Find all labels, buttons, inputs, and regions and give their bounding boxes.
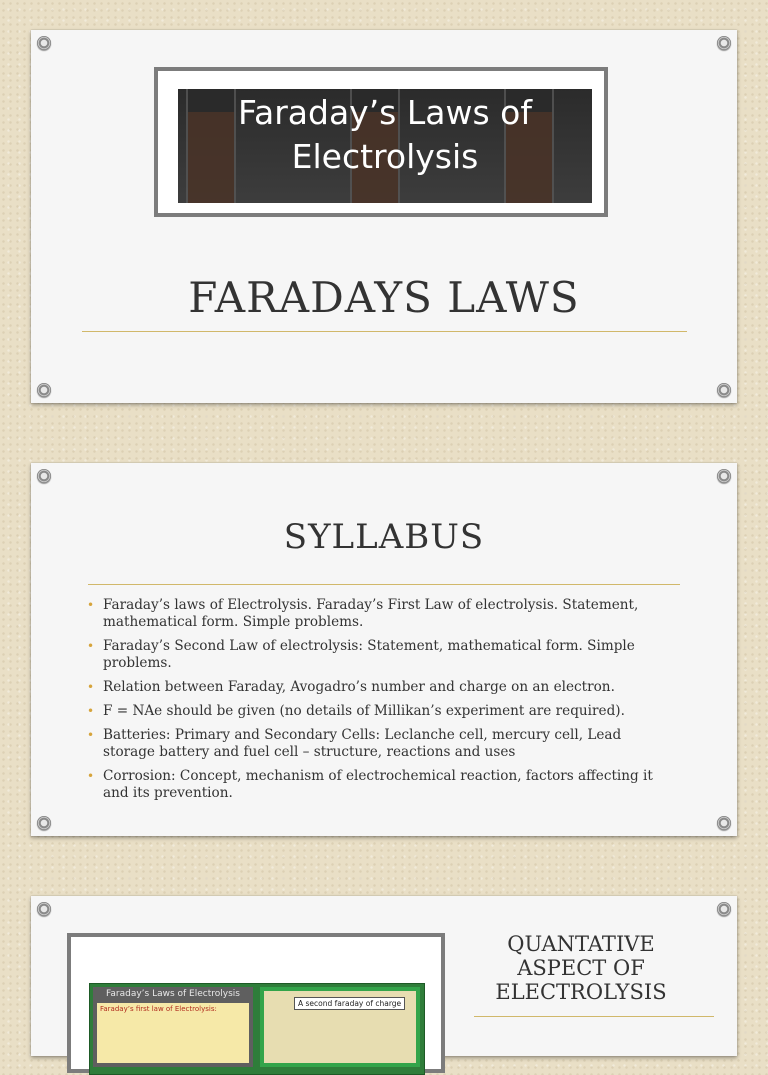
bullet-icon: • (87, 639, 95, 653)
pushpin-icon (37, 36, 51, 50)
bullet-icon: • (87, 728, 95, 742)
pushpin-icon (37, 383, 51, 397)
bullet-icon: • (87, 680, 95, 694)
list-item-text: Faraday’s laws of Electrolysis. Faraday’s First Law of electrolysis. Statement, mathematical form. Simple problems. (103, 597, 639, 630)
pushpin-icon (37, 469, 51, 483)
list-item-text: Corrosion: Concept, mechanism of electrochemical reaction, factors affecting it and its prevention. (103, 768, 653, 801)
diagram-left-body: Faraday’s first law of Electrolysis: (97, 1003, 249, 1063)
list-item (87, 727, 677, 761)
syllabus-list (87, 597, 677, 809)
diagram-right-box (264, 991, 416, 1063)
slide-title-text: FARADAYS LAWS (188, 273, 580, 322)
list-item-text: Batteries: Primary and Secondary Cells: Leclanche cell, mercury cell, Lead storage battery and fuel cell – structure, reactions and uses (103, 727, 622, 760)
list-item (87, 768, 677, 802)
diagram-left-title: Faraday’s Laws of Electrolysis (106, 989, 240, 999)
quantitative-heading (471, 932, 691, 1004)
slide-title (31, 30, 737, 403)
pushpin-icon (37, 902, 51, 916)
pushpin-icon (717, 469, 731, 483)
slide-quantitative-aspect (31, 896, 737, 1056)
list-item-text: F = NAe should be given (no details of Millikan’s experiment are required). (103, 703, 625, 719)
title-divider (82, 331, 687, 332)
diagram-left-panel (93, 987, 253, 1067)
diagram-right-panel (260, 987, 420, 1067)
heading-divider (474, 1016, 714, 1017)
list-item-text: Relation between Faraday, Avogadro’s number and charge on an electron. (103, 679, 615, 695)
slide-syllabus (31, 463, 737, 836)
heading-line-2: ASPECT OF (517, 956, 645, 980)
pushpin-icon (717, 36, 731, 50)
list-item (87, 638, 677, 672)
pushpin-icon (717, 816, 731, 830)
heading-divider (88, 584, 680, 585)
diagram-image-frame (67, 933, 445, 1073)
list-item (87, 703, 677, 720)
banner-text (178, 89, 592, 179)
list-item (87, 679, 677, 696)
title-image-frame (154, 67, 608, 217)
pushpin-icon (717, 902, 731, 916)
pushpin-icon (37, 816, 51, 830)
bullet-icon: • (87, 598, 95, 612)
heading-line-1: QUANTATIVE (507, 932, 655, 956)
bullet-icon: • (87, 769, 95, 783)
bullet-icon: • (87, 704, 95, 718)
electrolysis-banner-image (178, 89, 592, 203)
syllabus-heading: SYLLABUS (283, 517, 485, 557)
diagram-right-label: A second faraday of charge (294, 997, 405, 1010)
pushpin-icon (717, 383, 731, 397)
list-item-text: Faraday’s Second Law of electrolysis: Statement, mathematical form. Simple problems. (103, 638, 635, 671)
heading-line-3: ELECTROLYSIS (495, 980, 667, 1004)
list-item (87, 597, 677, 631)
banner-text-line-1: Faraday’s Laws of (238, 93, 532, 132)
banner-text-line-2: Electrolysis (291, 137, 479, 176)
electrolysis-diagram-image (89, 983, 425, 1075)
